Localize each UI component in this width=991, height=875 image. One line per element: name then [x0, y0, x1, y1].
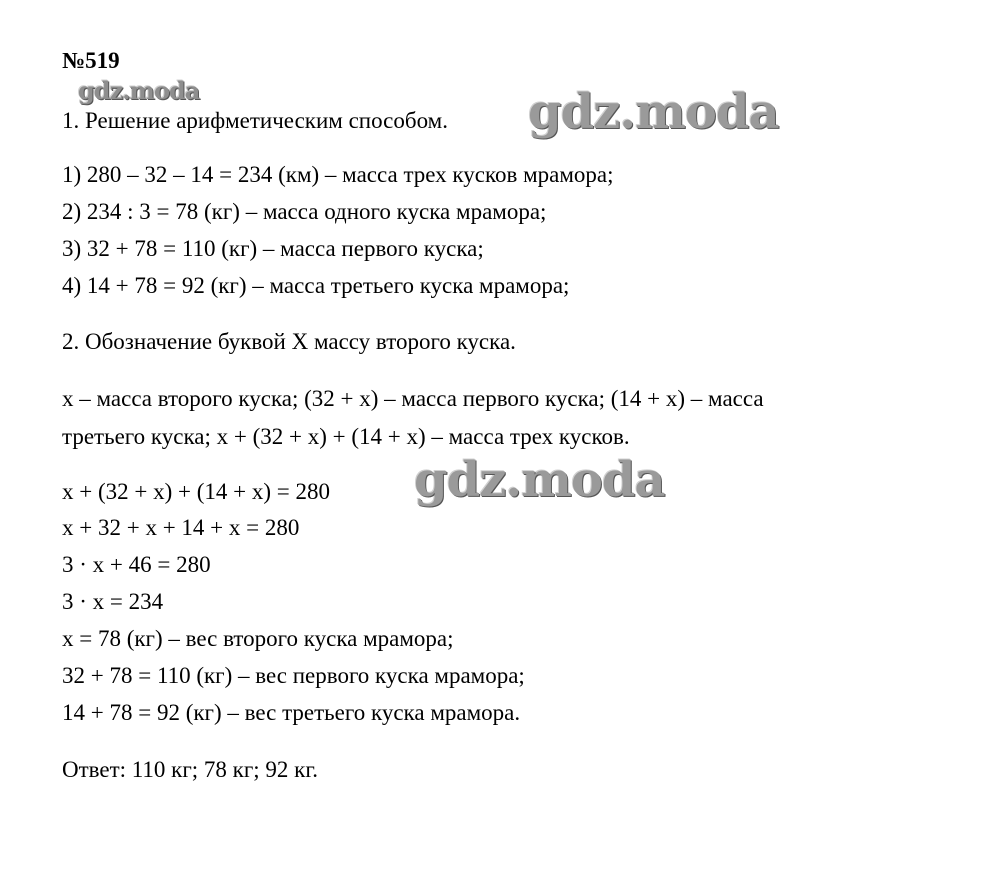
equation-step: x + (32 + x) + (14 + x) = 280 — [62, 479, 330, 504]
answer-line: Ответ: 110 кг; 78 кг; 92 кг. — [62, 757, 318, 782]
watermark-logo: gdz.moda — [414, 452, 665, 508]
equation-step: 32 + 78 = 110 (кг) – вес первого куска мрамора; — [62, 663, 525, 688]
arithmetic-step: 3) 32 + 78 = 110 (кг) – масса первого куска; — [62, 236, 484, 261]
problem-number: №519 — [62, 48, 120, 73]
arithmetic-step: 1) 280 – 32 – 14 = 234 (км) – масса трех кусков мрамора; — [62, 162, 614, 187]
definition-line: x – масса второго куска; (32 + x) – масса первого куска; (14 + x) – масса — [62, 386, 764, 411]
watermark-logo: gdz.moda — [528, 84, 779, 140]
section-1-title: 1. Решение арифметическим способом. — [62, 108, 448, 133]
arithmetic-step: 4) 14 + 78 = 92 (кг) – масса третьего куска мрамора; — [62, 273, 570, 298]
equation-step: x = 78 (кг) – вес второго куска мрамора; — [62, 626, 454, 651]
watermark-logo: gdz.moda — [78, 76, 200, 105]
equation-step: x + 32 + x + 14 + x = 280 — [62, 515, 300, 540]
section-2-title: 2. Обозначение буквой Х массу второго куска. — [62, 329, 516, 354]
equation-step: 3 · x + 46 = 280 — [62, 552, 211, 577]
equation-step: 14 + 78 = 92 (кг) – вес третьего куска мрамора. — [62, 700, 521, 725]
equation-step: 3 · x = 234 — [62, 589, 164, 614]
definition-line: третьего куска; x + (32 + x) + (14 + x) – масса трех кусков. — [62, 424, 630, 449]
arithmetic-step: 2) 234 : 3 = 78 (кг) – масса одного куска мрамора; — [62, 199, 547, 224]
